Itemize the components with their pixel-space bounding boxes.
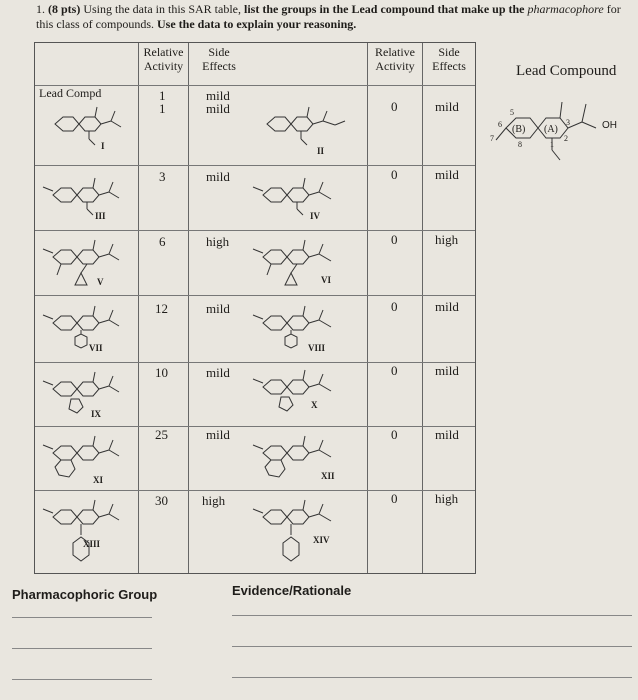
label-IV: IV <box>310 211 321 221</box>
row7-right-activity: 0 <box>391 491 398 506</box>
ring-a-label: (A) <box>544 124 558 135</box>
pos-8: 8 <box>518 140 522 149</box>
row2-right-effects: mild <box>435 167 459 182</box>
molecule-VIII <box>251 301 351 357</box>
row6-right-effects: mild <box>435 427 459 442</box>
molecule-V <box>41 235 133 289</box>
row3-left-effects: high <box>206 234 230 249</box>
row7-left-effects: high <box>202 493 226 508</box>
answer-line[interactable] <box>12 679 152 680</box>
row3-right-activity: 0 <box>391 232 398 247</box>
label-VII: VII <box>89 343 103 353</box>
row4-right-effects: mild <box>435 299 459 314</box>
header-right-effects: Side Effects <box>432 45 466 73</box>
row2-left-effects: mild <box>206 169 230 184</box>
molecule-XII <box>251 431 351 487</box>
row6-right-activity: 0 <box>391 427 398 442</box>
pos-2: 2 <box>564 134 568 143</box>
question-text <box>36 2 626 32</box>
molecule-VII <box>41 301 133 357</box>
label-III: III <box>95 211 106 221</box>
question-part-e: Use the data to explain your reasoning. <box>157 17 357 31</box>
rationale-line[interactable] <box>232 677 632 678</box>
molecule-III <box>41 173 133 217</box>
row7-right-effects: high <box>435 491 459 506</box>
label-XI: XI <box>93 475 104 485</box>
lead-label: Lead Compd <box>39 86 102 100</box>
evidence-heading: Evidence/Rationale <box>232 583 352 598</box>
header-left-effects: Side Effects <box>202 45 236 73</box>
molecule-XIII <box>41 495 133 571</box>
row1-right-effects: mild <box>435 99 459 114</box>
row6-left-activity: 25 <box>155 427 168 442</box>
row4-left-effects: mild <box>206 301 230 316</box>
header-right-activity: Relative Activity <box>375 45 415 73</box>
row5-right-effects: mild <box>435 363 459 378</box>
molecule-XI <box>41 431 133 487</box>
rationale-line[interactable] <box>232 646 632 647</box>
rationale-line[interactable] <box>232 615 632 616</box>
sar-table <box>34 42 476 574</box>
row6-left-effects: mild <box>206 427 230 442</box>
label-II: II <box>317 146 325 156</box>
label-VIII: VIII <box>308 343 326 353</box>
row4-left-activity: 12 <box>155 301 168 316</box>
label-IX: IX <box>91 409 102 419</box>
ring-b-label: (B) <box>512 124 526 135</box>
molecule-X <box>251 365 351 421</box>
question-points: (8 pts) <box>48 2 81 16</box>
row1-right-activity: 0 <box>391 99 398 114</box>
row1-left-effects: mild mild <box>206 88 230 116</box>
question-part-c: pharmacophore <box>527 2 604 16</box>
label-XII: XII <box>321 471 335 481</box>
label-X: X <box>311 400 318 410</box>
molecule-XIV <box>251 495 351 571</box>
label-I: I <box>101 141 105 151</box>
label-V: V <box>97 277 104 287</box>
molecule-II <box>257 99 357 149</box>
molecule-IX <box>41 367 133 423</box>
label-VI: VI <box>321 275 332 285</box>
answer-line[interactable] <box>12 648 152 649</box>
row2-left-activity: 3 <box>159 169 166 184</box>
oh-label: OH <box>602 120 617 131</box>
row3-right-effects: high <box>435 232 459 247</box>
row1-left-activity: 1 1 <box>159 88 166 116</box>
header-left-activity: Relative Activity <box>143 45 184 73</box>
pos-1: 1 <box>550 140 554 149</box>
lead-compound-title: Lead Compound <box>516 63 617 79</box>
label-XIV: XIV <box>313 535 330 545</box>
pos-3: 3 <box>566 118 570 127</box>
molecule-VI <box>251 235 351 289</box>
pharmacophoric-group-heading: Pharmacophoric Group <box>12 587 158 602</box>
molecule-I <box>45 99 135 149</box>
answer-line[interactable] <box>12 617 152 618</box>
row5-left-effects: mild <box>206 365 230 380</box>
row2-right-activity: 0 <box>391 167 398 182</box>
label-XIII: XIII <box>83 539 101 549</box>
molecule-IV <box>251 173 351 217</box>
row5-left-activity: 10 <box>155 365 168 380</box>
pos-5: 5 <box>510 108 514 117</box>
question-part-d: for this class of compounds. <box>36 2 621 31</box>
lead-compound-structure <box>486 84 634 172</box>
row5-right-activity: 0 <box>391 363 398 378</box>
question-part-b: list the groups in the Lead compound that make up the <box>244 2 525 16</box>
row4-right-activity: 0 <box>391 299 398 314</box>
pos-6: 6 <box>498 120 502 129</box>
question-number: 1. <box>36 2 45 16</box>
row7-left-activity: 30 <box>155 493 168 508</box>
question-part-a: Using the data in this SAR table, <box>83 2 241 16</box>
row3-left-activity: 6 <box>159 234 166 249</box>
pos-7: 7 <box>490 134 494 143</box>
